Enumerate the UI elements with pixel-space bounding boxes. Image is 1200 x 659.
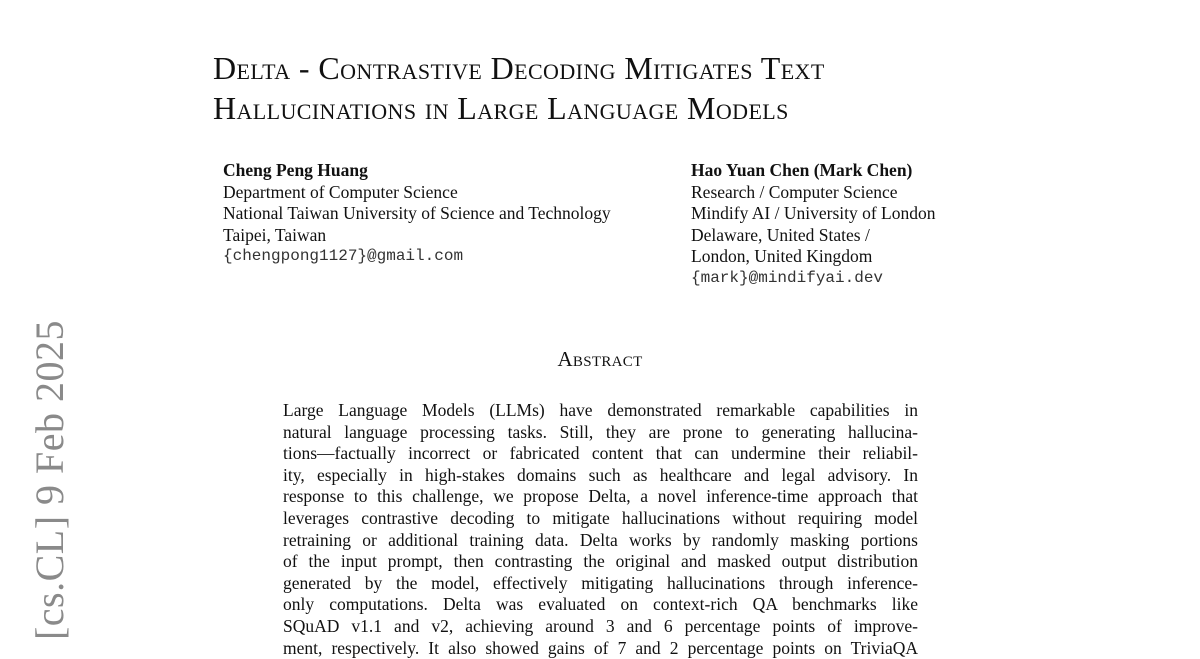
author-affiliation-line: Research / Computer Science: [691, 181, 898, 202]
author-email: {chengpong1127}@gmail.com: [223, 247, 464, 266]
abstract-line: SQuAD v1.1 and v2, achieving around 3 and 6 percentage points of improve-: [283, 615, 918, 636]
arxiv-side-stamp: [cs.CL] 9 Feb 2025: [27, 319, 72, 641]
abstract-line: only computations. Delta was evaluated on context-rich QA benchmarks like: [283, 594, 918, 615]
paper-title-line: Delta - Contrastive Decoding Mitigates Text: [213, 50, 825, 86]
abstract-line: natural language processing tasks. Still, they are prone to generating hallucina-: [283, 421, 918, 442]
abstract-line: Large Language Models (LLMs) have demonstrated remarkable capabilities in: [283, 400, 918, 420]
author-affiliation-line: National Taiwan University of Science and Technology: [223, 203, 611, 224]
abstract-line: generated by the model, effectively mitigating hallucinations through inference-: [283, 572, 918, 593]
author-affiliation-line: Delaware, United States /: [691, 224, 870, 245]
abstract-line: ment, respectively. It also showed gains of 7 and 2 percentage points on TriviaQA: [283, 637, 918, 658]
abstract-line: leverages contrastive decoding to mitigate hallucinations without requiring model: [283, 507, 918, 528]
abstract-line: of the input prompt, then contrasting the original and masked output distribution: [283, 551, 918, 572]
author-affiliation-line: Mindify AI / University of London: [691, 203, 936, 224]
abstract-line: tions—factually incorrect or fabricated content that can undermine their reliabil-: [283, 443, 918, 464]
paper-title: [213, 48, 1113, 128]
author-affiliation-line: London, United Kingdom: [691, 246, 873, 267]
author-block-2: [691, 160, 936, 290]
author-email: {mark}@mindifyai.dev: [691, 268, 884, 287]
abstract-line: ity, especially in high-stakes domains such as healthcare and legal advisory. In: [283, 464, 918, 485]
abstract-line: response to this challenge, we propose Delta, a novel inference-time approach that: [283, 486, 918, 507]
abstract-body: [283, 400, 918, 659]
abstract-heading: Abstract: [557, 347, 643, 371]
paper-title-line: Hallucinations in Large Language Models: [213, 90, 789, 126]
author-block-1: [223, 160, 611, 268]
author-name: Hao Yuan Chen (Mark Chen): [691, 160, 913, 180]
author-name: Cheng Peng Huang: [223, 160, 368, 180]
author-affiliation-line: Department of Computer Science: [223, 181, 458, 202]
abstract-line: retraining or additional training data. Delta works by randomly masking portions: [283, 529, 918, 550]
author-affiliation-line: Taipei, Taiwan: [223, 224, 327, 245]
